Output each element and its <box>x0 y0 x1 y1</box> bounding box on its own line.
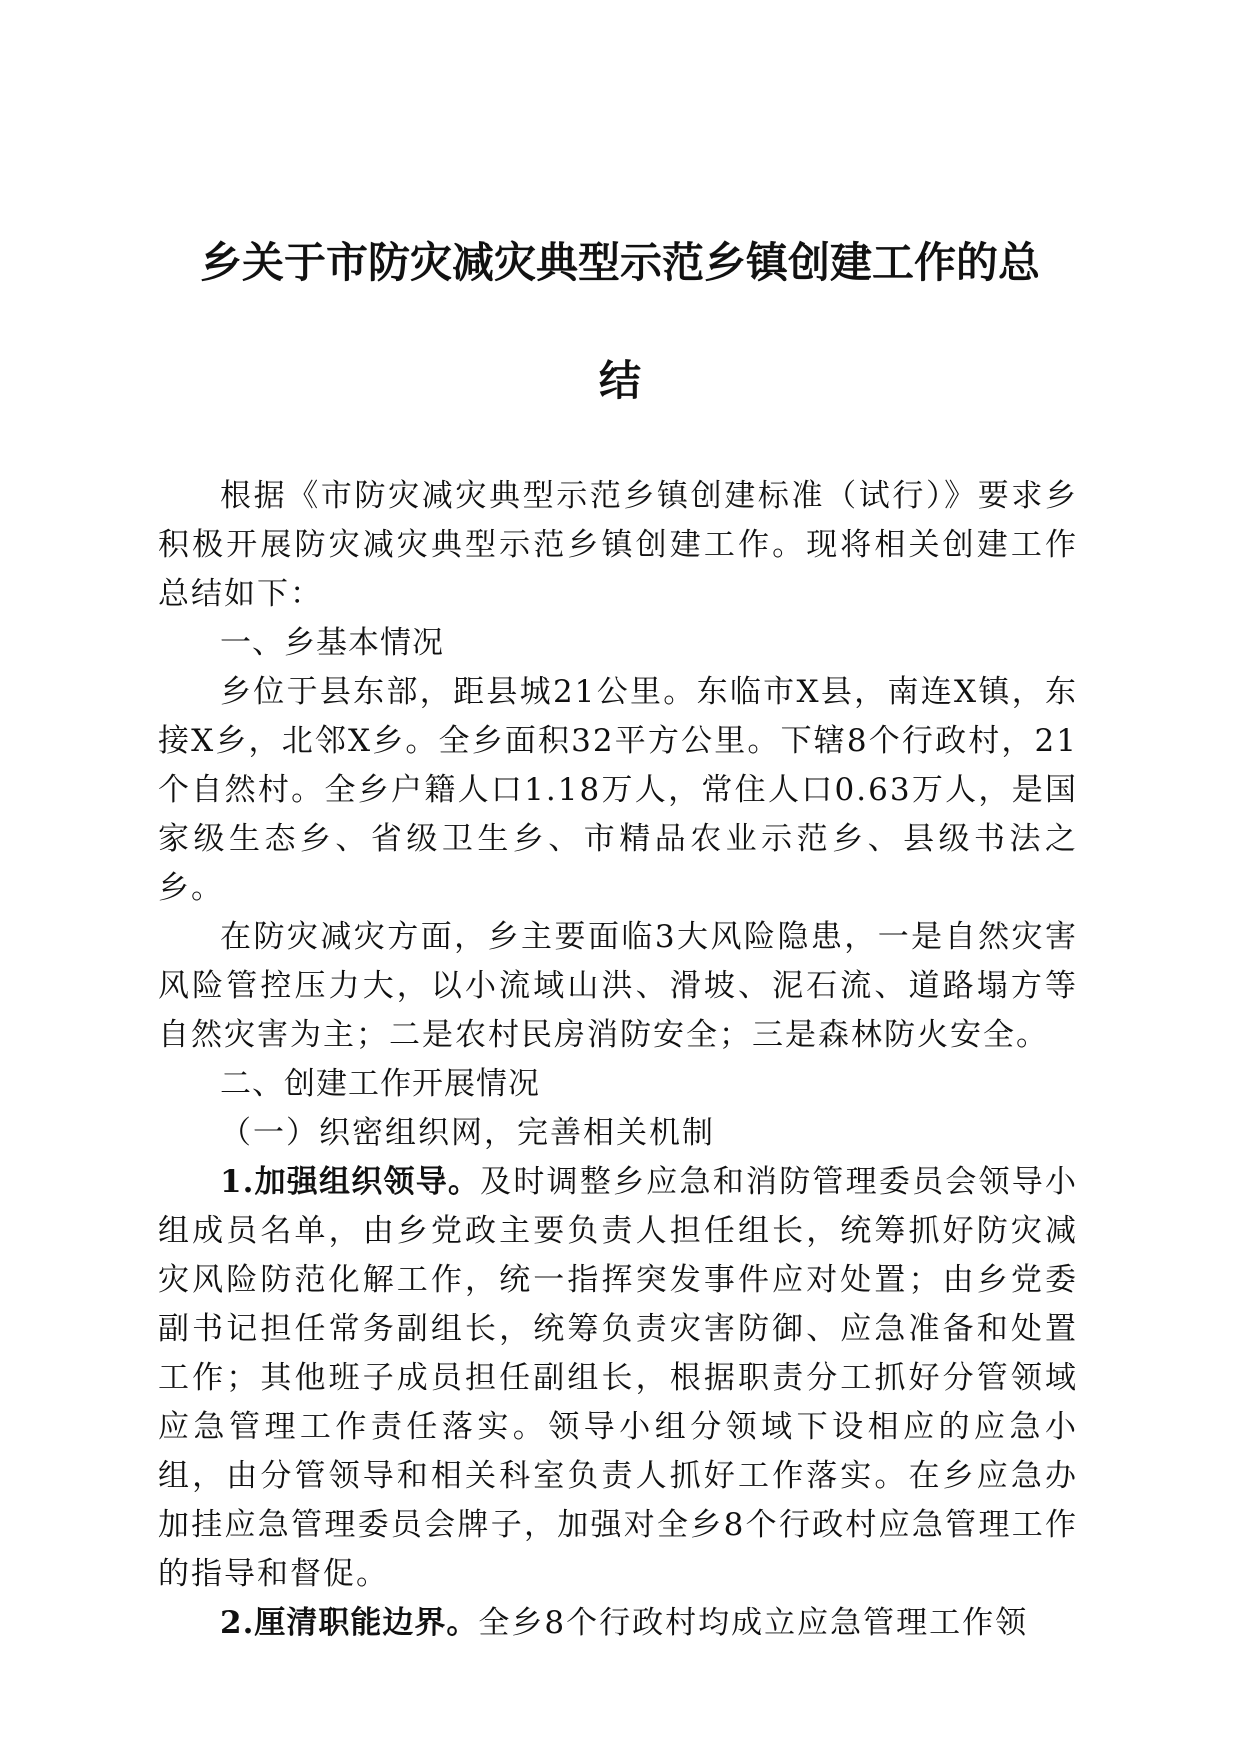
item-1-paragraph <box>158 1158 1078 1599</box>
item-2-text: 全乡8个行政村均成立应急管理工作领 <box>478 1605 1029 1641</box>
item-2-paragraph <box>158 1599 1078 1648</box>
item-1-lead: 1.加强组织领导。 <box>220 1164 481 1200</box>
document-body <box>158 472 1078 1648</box>
intro-paragraph: 根据《市防灾减灾典型示范乡镇创建标准（试行）》要求乡积极开展防灾减灾典型示范乡镇创建工作。现将相关创建工作总结如下： <box>158 478 1078 612</box>
item-2-lead: 2.厘清职能边界。 <box>220 1605 479 1641</box>
section-2-heading: 二、创建工作开展情况 <box>220 1066 540 1102</box>
section-1-paragraph-2: 在防灾减灾方面，乡主要面临3大风险隐患，一是自然灾害风险管控压力大，以小流域山洪、滑坡、泥石流、道路塌方等自然灾害为主；二是农村民房消防安全；三是森林防火安全。 <box>158 919 1078 1053</box>
section-1-heading: 一、乡基本情况 <box>220 625 444 661</box>
section-1-paragraph-1: 乡位于县东部，距县城21公里。东临市X县，南连X镇，东接X乡，北邻X乡。全乡面积32平方公里。下辖8个行政村，21个自然村。全乡户籍人口1.18万人，常住人口0.63万人，是国家级生态乡、省级卫生乡、市精品农业示范乡、县级书法之乡。 <box>158 674 1078 906</box>
item-1-text: 及时调整乡应急和消防管理委员会领导小组成员名单，由乡党政主要负责人担任组长，统筹抓好防灾减灾风险防范化解工作，统一指挥突发事件应对处置；由乡党委副书记担任常务副组长，统筹负责灾害防御、应急准备和处置工作；其他班子成员担任副组长，根据职责分工抓好分管领域应急管理工作责任落实。领导小组分领域下设相应的应急小组，由分管领导和相关科室负责人抓好工作落实。在乡应急办加挂应急管理委员会牌子，加强对全乡8个行政村应急管理工作的指导和督促。 <box>158 1164 1078 1592</box>
subsection-1-heading: （一）织密组织网，完善相关机制 <box>220 1115 715 1151</box>
document-title-line-2: 结 <box>598 356 641 405</box>
document-title-line-1: 乡关于市防灾减灾典型示范乡镇创建工作的总 <box>199 238 1040 287</box>
